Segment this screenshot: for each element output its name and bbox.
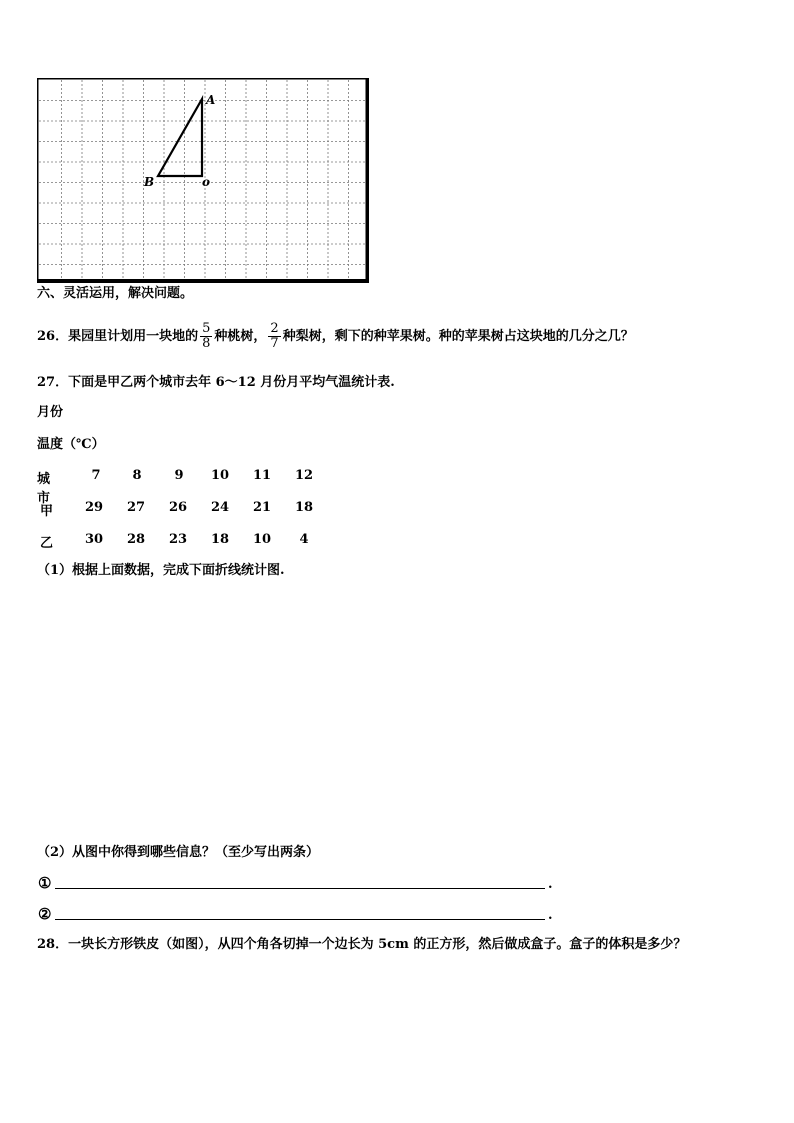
table-cell: 27 <box>126 500 146 515</box>
table-month-cell: 12 <box>294 468 314 483</box>
fraction-numerator: 2 <box>270 321 279 336</box>
fraction-numerator: 5 <box>202 321 211 336</box>
table-month-cell: 11 <box>252 468 272 483</box>
question-28: 28．一块长方形铁皮（如图），从四个角各切掉一个边长为 5cm 的正方形，然后做成盒子。盒子的体积是多少？ <box>37 937 687 952</box>
table-cell: 24 <box>210 500 230 515</box>
label-b: B <box>144 175 155 189</box>
answer-2-line[interactable] <box>55 919 545 920</box>
q26-number: 26． <box>37 329 69 344</box>
table-month-cell: 7 <box>91 468 101 483</box>
table-month-cell: 9 <box>174 468 184 483</box>
answer-1-marker: ① <box>38 874 52 892</box>
q26-part2: 种桃树， <box>214 329 267 344</box>
table-row-city: 乙 <box>40 536 54 551</box>
answer-1-end: . <box>548 877 553 892</box>
answer-1-line[interactable] <box>55 888 545 889</box>
table-month-cell: 10 <box>210 468 230 483</box>
label-o: o <box>202 175 211 189</box>
grid-triangle-figure <box>37 78 369 283</box>
fraction-denominator: 7 <box>270 336 279 351</box>
table-month-cell: 8 <box>132 468 142 483</box>
fraction-denominator: 8 <box>202 336 211 351</box>
sub-question-2: （2）从图中你得到哪些信息？（至少写出两条） <box>37 845 320 860</box>
table-cell: 18 <box>294 500 314 515</box>
table-cell: 28 <box>126 532 146 547</box>
table-cell: 23 <box>168 532 188 547</box>
sub-question-1: （1）根据上面数据，完成下面折线统计图. <box>37 563 285 578</box>
answer-2-marker: ② <box>38 905 52 923</box>
table-header-label: 城市 <box>37 472 51 506</box>
table-row-city: 甲 <box>40 504 54 519</box>
table-cell: 4 <box>299 532 309 547</box>
question-26 <box>37 320 634 354</box>
fraction-2-7 <box>268 322 280 351</box>
table-cell: 29 <box>84 500 104 515</box>
table-cell: 21 <box>252 500 272 515</box>
answer-2-end: . <box>548 908 553 923</box>
question-27-intro: 27．下面是甲乙两个城市去年 6～12 月份月平均气温统计表. <box>37 375 395 390</box>
table-cell: 10 <box>252 532 272 547</box>
fraction-5-8 <box>200 322 212 351</box>
table-cell: 18 <box>210 532 230 547</box>
table-cell: 26 <box>168 500 188 515</box>
label-a: A <box>206 93 216 107</box>
section-6-title: 六、灵活运用，解决问题。 <box>37 286 194 301</box>
q26-part3: 种梨树，剩下的种苹果树。种的苹果树占这块地的几分之几？ <box>282 329 634 344</box>
q26-part1: 果园里计划用一块地的 <box>68 329 199 344</box>
table-cell: 30 <box>84 532 104 547</box>
month-label: 月份 <box>37 405 64 420</box>
temperature-label: 温度（℃） <box>37 437 105 452</box>
